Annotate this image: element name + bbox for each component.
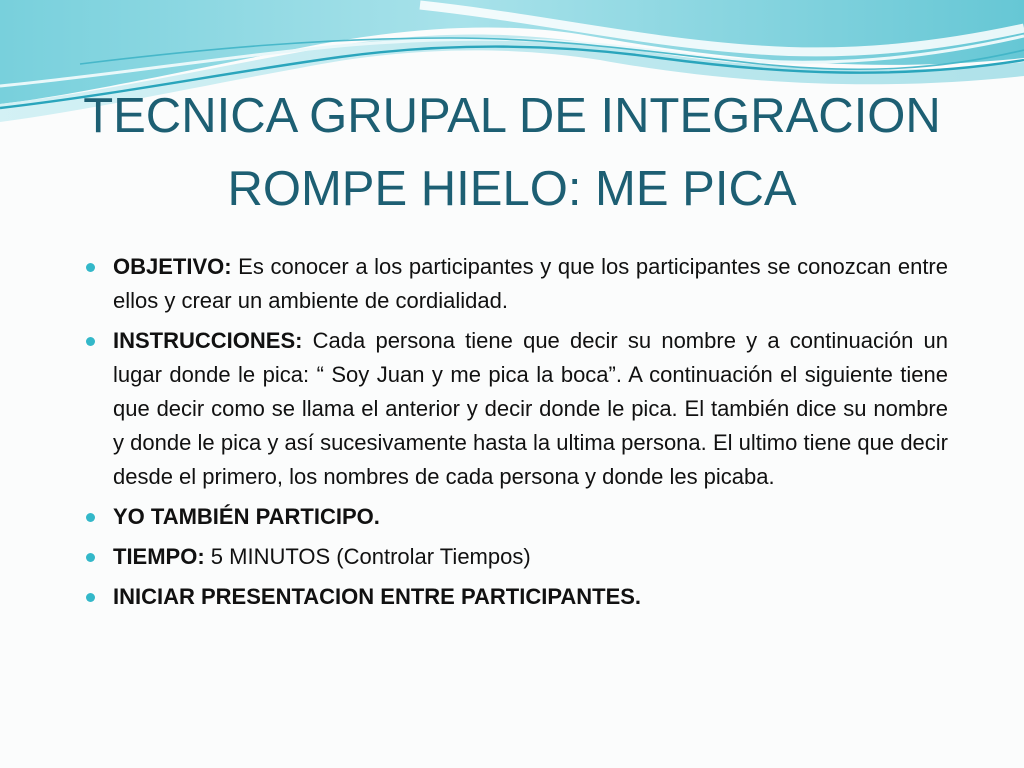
bullet-text: Es conocer a los participantes y que los participantes se conozcan entre ellos y crear un ambiente de cordialidad. [113,254,948,313]
bullet-text: 5 MINUTOS (Controlar Tiempos) [204,544,531,569]
bullet-tiempo [80,540,948,574]
bullet-label: OBJETIVO: [113,254,232,279]
bullet-list [80,250,948,620]
bullet-label: INSTRUCCIONES: [113,328,303,353]
bullet-text: Cada persona tiene que decir su nombre y a continuación un lugar donde le pica: “ Soy Juan y me pica la boca”. A continuación el siguiente tiene que decir como se llama el anterior y decir donde le pica. El también dice su nombre y donde le pica y así sucesivamente hasta la ultima persona. El ultimo tiene que decir desde el primero, los nombres de cada persona y donde les picaba. [113,328,948,489]
bullet-iniciar [80,580,948,614]
bullet-icon [86,513,95,522]
bullet-label: YO TAMBIÉN PARTICIPO. [113,504,380,529]
bullet-icon [86,337,95,346]
bullet-icon [86,593,95,602]
bullet-label: INICIAR PRESENTACION ENTRE PARTICIPANTES. [113,584,642,609]
bullet-participo [80,500,948,534]
bullet-icon [86,263,95,272]
title-line-1: TECNICA GRUPAL DE INTEGRACION [83,89,941,143]
slide-title [40,80,984,226]
bullet-label: TIEMPO: [113,544,205,569]
bullet-instrucciones [80,324,948,494]
title-line-2: ROMPE HIELO: ME PICA [227,162,797,216]
bullet-objetivo [80,250,948,318]
bullet-icon [86,553,95,562]
